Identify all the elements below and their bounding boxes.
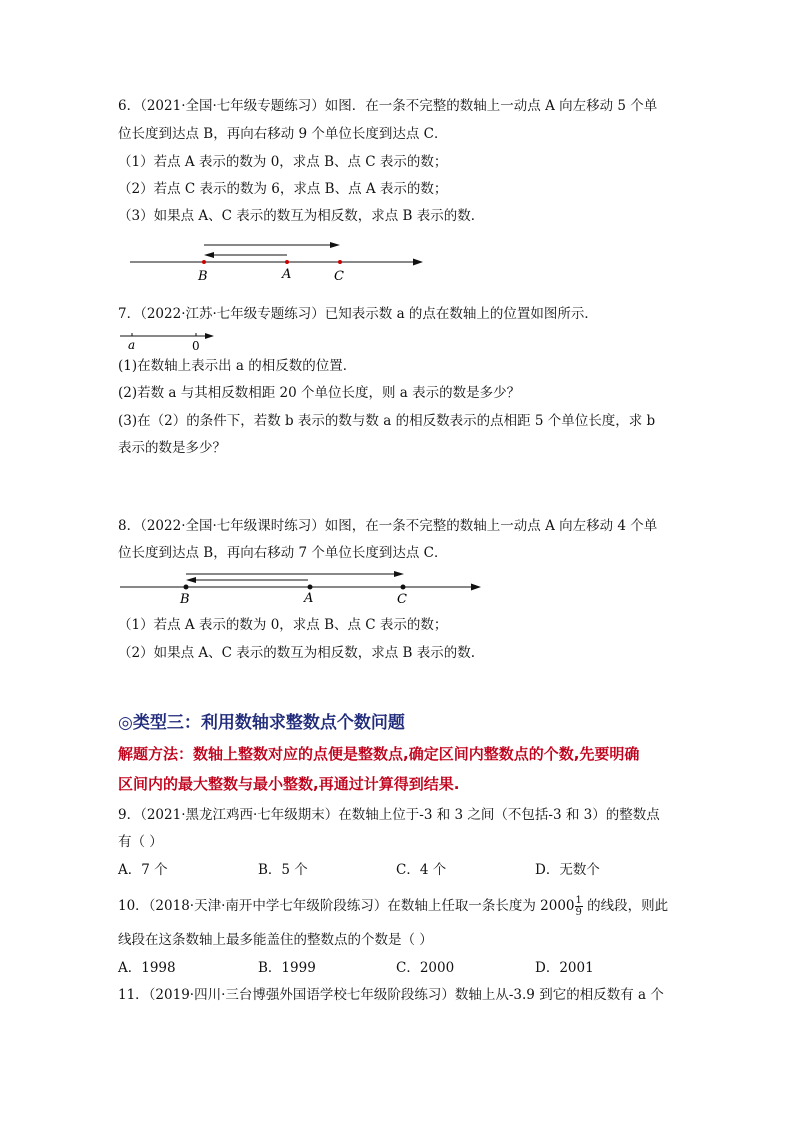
q8-label-a: A — [304, 591, 314, 606]
q10-fraction — [575, 895, 583, 918]
q8-line2: 位长度到达点 B，再向右移动 7 个单位长度到达点 C． — [118, 545, 448, 561]
q7-number-line-figure — [118, 328, 218, 352]
q10-fraction-numerator: 1 — [575, 895, 582, 906]
q6-arrow-right-head — [330, 242, 340, 248]
q6-number-line-figure — [120, 236, 430, 286]
q7-label-0: 0 — [192, 339, 200, 352]
q10-fraction-denominator: 9 — [575, 907, 582, 918]
q6-line2: 位长度到达点 B，再向右移动 9 个单位长度到达点 C． — [118, 126, 448, 142]
q8-label-b: B — [180, 592, 190, 607]
q8-part2: （2）如果点 A、C 表示的数互为相反数，求点 B 表示的数. — [118, 645, 476, 661]
q11-line1: 11．（2019·四川·三台博强外国语学校七年级阶段练习）数轴上从-3.9 到它的相反数有 a 个 — [118, 987, 664, 1003]
q10-option-d: D．2001 — [535, 960, 594, 976]
method-line1: 解题方法：数轴上整数对应的点便是整数点,确定区间内整数点的个数,先要明确 — [118, 745, 640, 763]
q10-option-a: A．1998 — [118, 960, 176, 976]
q8-part1: （1）若点 A 表示的数为 0，求点 B、点 C 表示的数； — [118, 617, 448, 633]
q7-part1: (1)在数轴上表示出 a 的相反数的位置． — [118, 358, 357, 374]
q9-option-d: D．无数个 — [535, 862, 600, 878]
q10-line1-post: 的线段，则此 — [582, 898, 669, 914]
q6-label-b: B — [198, 269, 208, 284]
q9-option-c: C．4 个 — [396, 862, 447, 878]
q8-arrow-right-head — [394, 571, 404, 577]
q10-line1-pre: 10．（2018·天津·南开中学七年级阶段练习）在数轴上任取一条长度为 2000 — [118, 898, 575, 914]
q7-label-a: a — [128, 338, 136, 352]
q8-arrow-left-head — [186, 577, 196, 583]
q6-label-a: A — [282, 267, 292, 282]
q6-point-a — [285, 260, 289, 264]
q6-point-c — [338, 260, 342, 264]
q8-axis-arrowhead — [471, 584, 481, 591]
q7-part2: (2)若数 a 与其相反数相距 20 个单位长度，则 a 表示的数是多少？ — [118, 385, 521, 401]
q6-part2: （2）若点 C 表示的数为 6，求点 B、点 A 表示的数； — [118, 181, 448, 197]
q6-line1: 6．（2021·全国·七年级专题练习）如图．在一条不完整的数轴上一动点 A 向左移动 5 个单 — [118, 98, 658, 114]
q6-axis-arrowhead — [413, 259, 423, 266]
q10-line1 — [118, 895, 668, 918]
q8-label-c: C — [397, 592, 407, 607]
q8-point-b — [184, 585, 189, 590]
q8-point-a — [308, 585, 313, 590]
q9-option-b: B．5 个 — [258, 862, 308, 878]
q6-part3: （3）如果点 A、C 表示的数互为相反数，求点 B 表示的数． — [118, 208, 485, 224]
q6-point-b — [202, 260, 206, 264]
q10-line2: 线段在这条数轴上最多能盖住的整数点的个数是（ ） — [118, 932, 433, 948]
q10-option-c: C．2000 — [396, 960, 455, 976]
q6-label-c: C — [334, 269, 344, 284]
q8-line1: 8．（2022·全国·七年级课时练习）如图，在一条不完整的数轴上一动点 A 向左移动 4 个单 — [118, 518, 658, 534]
q9-line1: 9．（2021·黑龙江鸡西·七年级期末）在数轴上位于-3 和 3 之间（不包括-3 和 3）的整数点 — [118, 807, 660, 823]
q7-part3-line1: (3)在（2）的条件下，若数 b 表示的数与数 a 的相反数表示的点相距 5 个单位长度，求 b — [118, 413, 656, 429]
q7-part3-line2: 表示的数是多少？ — [118, 440, 226, 456]
q9-line2: 有（ ） — [118, 834, 163, 850]
q9-option-a: A．7 个 — [118, 862, 168, 878]
q6-part1: （1）若点 A 表示的数为 0，求点 B、点 C 表示的数； — [118, 154, 448, 170]
q7-axis-arrowhead — [205, 333, 214, 339]
q8-number-line-figure — [118, 565, 488, 609]
method-line2: 区间内的最大整数与最小整数,再通过计算得到结果. — [118, 775, 460, 793]
q10-option-b: B．1999 — [258, 960, 316, 976]
section-title: ◎类型三：利用数轴求整数点个数问题 — [118, 713, 405, 733]
q7-line1: 7．（2022·江苏·七年级专题练习）已知表示数 a 的点在数轴上的位置如图所示． — [118, 306, 598, 322]
q6-arrow-left-head — [204, 252, 214, 258]
q8-point-c — [401, 585, 406, 590]
